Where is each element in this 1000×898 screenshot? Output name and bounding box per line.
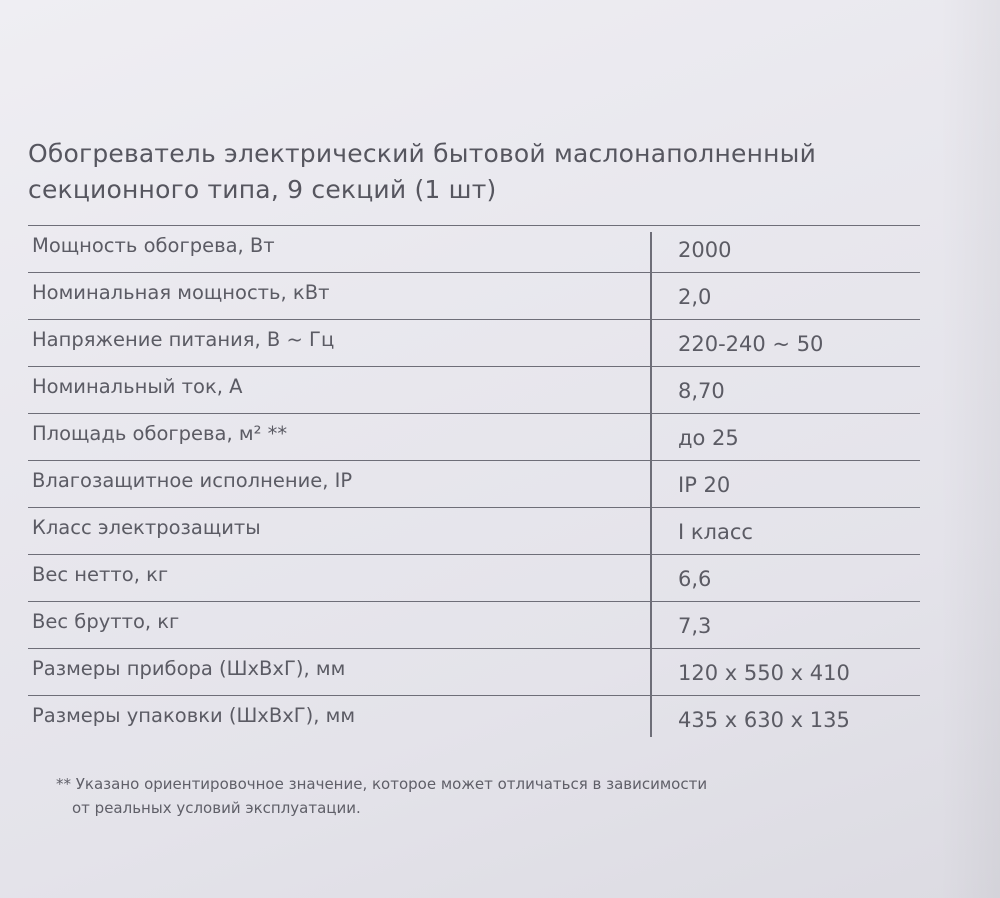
spec-row-package-dimensions bbox=[28, 695, 920, 742]
spec-label: Напряжение питания, В ~ Гц bbox=[32, 328, 335, 351]
footnote bbox=[56, 772, 707, 820]
spec-label: Мощность обогрева, Вт bbox=[32, 234, 275, 257]
spec-label: Размеры прибора (ШхВхГ), мм bbox=[32, 657, 346, 680]
spec-row-current bbox=[28, 366, 920, 413]
spec-label: Номинальный ток, А bbox=[32, 375, 243, 398]
spec-label: Влагозащитное исполнение, IP bbox=[32, 469, 353, 492]
spec-value: 7,3 bbox=[678, 614, 712, 638]
footnote-line-2: от реальных условий эксплуатации. bbox=[72, 799, 361, 817]
spec-value: 220-240 ~ 50 bbox=[678, 332, 824, 356]
footnote-line-1: ** Указано ориентировочное значение, которое может отличаться в зависимости bbox=[56, 775, 708, 793]
spec-row-ip-rating bbox=[28, 460, 920, 507]
spec-label: Вес брутто, кг bbox=[32, 610, 180, 633]
spec-row-device-dimensions bbox=[28, 648, 920, 695]
spec-row-heating-area bbox=[28, 413, 920, 460]
spec-row-net-weight bbox=[28, 554, 920, 601]
spec-table bbox=[28, 225, 920, 742]
product-title-line-1: Обогреватель электрический бытовой маслонаполненный bbox=[28, 139, 817, 168]
spec-value: 120 х 550 х 410 bbox=[678, 661, 850, 685]
spec-value: 2000 bbox=[678, 238, 732, 262]
spec-row-protection-class bbox=[28, 507, 920, 554]
spec-label: Класс электрозащиты bbox=[32, 516, 261, 539]
spec-value: IP 20 bbox=[678, 473, 731, 497]
spec-value: 435 х 630 х 135 bbox=[678, 708, 850, 732]
spec-value: 6,6 bbox=[678, 567, 712, 591]
spec-label: Номинальная мощность, кВт bbox=[32, 281, 330, 304]
paper-shadow bbox=[940, 0, 1000, 898]
spec-row-voltage bbox=[28, 319, 920, 366]
spec-row-heating-power bbox=[28, 225, 920, 272]
spec-value: 8,70 bbox=[678, 379, 725, 403]
spec-value: 2,0 bbox=[678, 285, 712, 309]
spec-value: до 25 bbox=[678, 426, 739, 450]
product-title bbox=[28, 136, 978, 208]
spec-row-rated-power bbox=[28, 272, 920, 319]
product-title-line-2: секционного типа, 9 секций (1 шт) bbox=[28, 175, 497, 204]
spec-value: I класс bbox=[678, 520, 753, 544]
spec-label: Площадь обогрева, м² ** bbox=[32, 422, 288, 445]
spec-label: Вес нетто, кг bbox=[32, 563, 169, 586]
spec-label: Размеры упаковки (ШхВхГ), мм bbox=[32, 704, 356, 727]
spec-row-gross-weight bbox=[28, 601, 920, 648]
